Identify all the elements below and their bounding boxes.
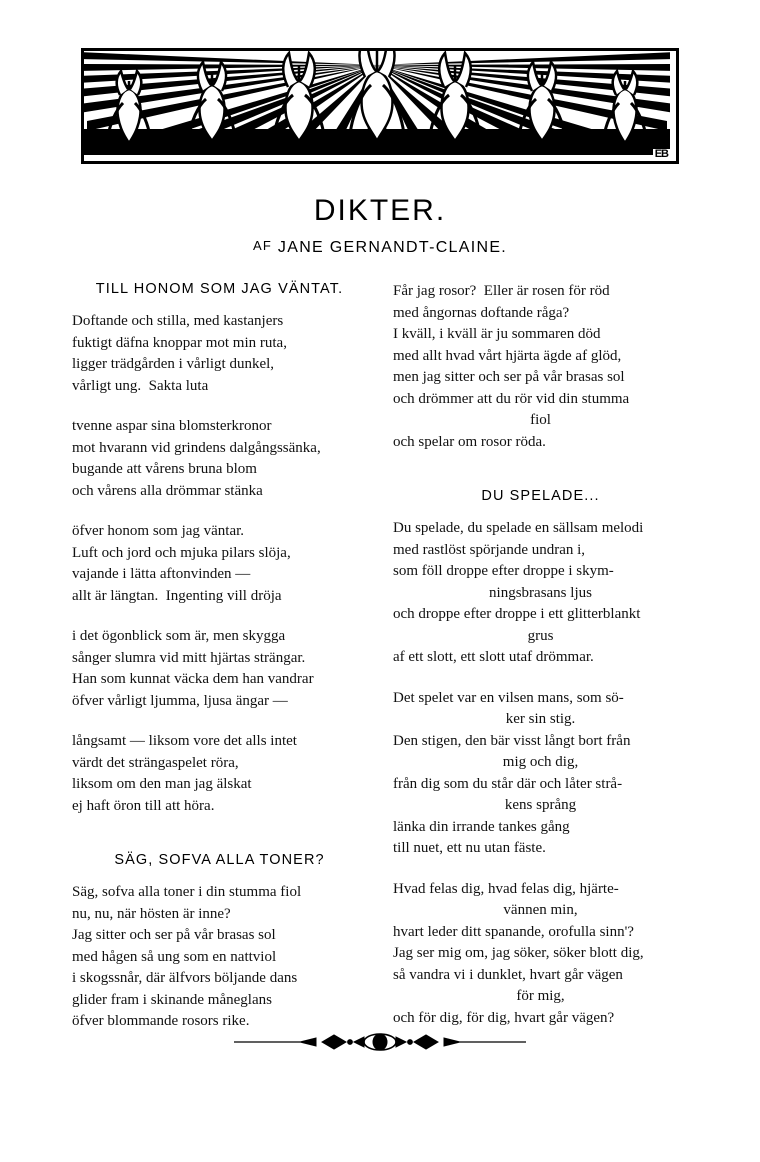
poem-line: ningsbrasans ljus [489, 584, 592, 601]
poem-line: med allt hvad vårt hjärta ägde af glöd, [393, 347, 622, 364]
artist-monogram: EB [654, 148, 668, 160]
poem-line: ker sin stig. [505, 711, 576, 727]
poem-line: som föll droppe efter droppe i skym- [393, 563, 614, 579]
poem-line: glider fram i skinande måneglans [72, 991, 272, 1008]
poem-title: TILL HONOM SOM JAG VÄNTAT. [95, 281, 344, 297]
poem-line: Han som kunnat väcka dem han vandrar [72, 671, 314, 687]
poem-line: Den stigen, den bär visst långt bort från [393, 732, 631, 749]
byline [0, 238, 760, 257]
poem-line: Får jag rosor? Eller är rosen för röd [393, 283, 610, 299]
poem-line: hvart leder ditt spanande, orofulla sinn'? [393, 923, 634, 940]
poem-line: och spelar om rosor röda. [393, 433, 546, 450]
stanza [72, 521, 367, 607]
poem-title: SÄG, SOFVA ALLA TONER? [114, 852, 325, 868]
poem-line: Jag sitter och ser på vår brasas sol [72, 927, 276, 943]
poem-line: Säg, sofva alla toner i din stumma fiol [72, 884, 302, 900]
poem-line: ligger trädgården i vårligt dunkel, [72, 356, 275, 372]
poem-line: i skogssnår, där älfvors böljande dans [72, 970, 298, 986]
poem-title: DU SPELADE... [481, 488, 600, 504]
left-column [72, 281, 367, 1052]
stanza [72, 626, 367, 712]
poem-line: grus [527, 627, 554, 644]
poem-line: mot hvarann vid grindens dalgångssänka, [72, 439, 321, 456]
stanza [72, 416, 367, 502]
poem-line: öfver vårligt ljumma, ljusa ängar — [72, 692, 288, 709]
poem-line: till nuet, ett nu utan fäste. [393, 840, 546, 856]
section-gap [72, 836, 367, 852]
poem-line: I kväll, i kväll är ju sommaren död [393, 326, 601, 342]
poem-line: från dig som du står där och låter strå- [393, 775, 623, 792]
poem-line: af ett slott, ett slott utaf drömmar. [393, 649, 594, 665]
poem-line: så vandra vi i dunklet, hvart går vägen [393, 966, 623, 983]
header-ornament-wrap [0, 0, 760, 164]
poem-line: vårligt ung. Sakta luta [72, 377, 209, 394]
poem-line: och drömmer att du rör vid din stumma [393, 390, 630, 407]
section-gap [393, 472, 688, 488]
stanza [393, 518, 688, 669]
poem-line: sånger slumra vid mitt hjärtas strängar. [72, 649, 306, 666]
poem-line: Luft och jord och mjuka pilars slöja, [72, 544, 291, 561]
poem-line: med hågen så ung som en nattviol [72, 948, 277, 965]
poem-line: mig och dig, [502, 754, 579, 770]
poem-line: bugande att vårens bruna blom [72, 461, 257, 477]
poem-line: och för dig, för dig, hvart går vägen? [393, 1009, 615, 1026]
stanza [72, 882, 367, 1033]
tulip-border-ornament [81, 48, 679, 164]
stanza [393, 879, 688, 1030]
poem-line: länka din irrande tankes gång [393, 818, 570, 835]
byline-author: JANE GERNANDT-CLAINE. [277, 239, 508, 256]
poem-line: allt är längtan. Ingenting vill dröja [72, 587, 282, 604]
poem-line: med ångornas doftande råga? [393, 304, 570, 321]
poem-line: liksom om den man jag älskat [72, 776, 252, 792]
poem-line: öfver honom som jag väntar. [72, 523, 245, 539]
stanza [393, 688, 688, 860]
poem-line: Det spelet var en vilsen mans, som sö- [393, 689, 624, 706]
poem-line: vajande i lätta aftonvinden — [72, 566, 251, 582]
rule-flourish-icon [230, 1030, 530, 1054]
stanza [393, 281, 688, 453]
poem-line: Hvad felas dig, hvad felas dig, hjärte- [393, 880, 619, 897]
poem-line: värdt det strängaspelet röra, [72, 754, 239, 771]
poem-line: nu, nu, när hösten är inne? [72, 905, 231, 922]
poem-line: i det ögonblick som är, men skygga [72, 628, 286, 644]
right-column [393, 281, 688, 1052]
poem-line: och vårens alla drömmar stänka [72, 482, 263, 499]
poem-line: och droppe efter droppe i ett glitterblankt [393, 606, 641, 622]
poem-line: med rastlöst spörjande undran i, [393, 541, 586, 558]
text-columns [0, 281, 760, 1052]
stanza [72, 731, 367, 817]
poem-line: Doftande och stilla, med kastanjers [72, 313, 284, 329]
poem-line: Du spelade, du spelade en sällsam melodi [393, 520, 644, 536]
tulip-border-art [84, 51, 670, 155]
byline-prefix: AF [252, 238, 273, 253]
poem-line: tvenne aspar sina blomsterkronor [72, 418, 272, 434]
poem-line: men jag sitter och ser på vår brasas sol [393, 369, 625, 385]
stanza [72, 311, 367, 397]
poem-line: vännen min, [503, 902, 578, 918]
poem-line: långsamt — liksom vore det alls intet [72, 733, 297, 749]
poem-line: öfver blommande rosors rike. [72, 1013, 250, 1029]
poem-line: ej haft öron till att höra. [72, 797, 215, 814]
poem-line: kens språng [504, 797, 577, 813]
poem-line: för mig, [516, 988, 565, 1004]
page-title: DIKTER. [313, 194, 447, 227]
poem-line: fiol [530, 412, 551, 428]
footer-ornament [0, 1030, 760, 1054]
poem-line: fuktigt däfna knoppar mot min ruta, [72, 334, 287, 351]
poem-line: Jag ser mig om, jag söker, söker blott dig, [393, 945, 644, 961]
